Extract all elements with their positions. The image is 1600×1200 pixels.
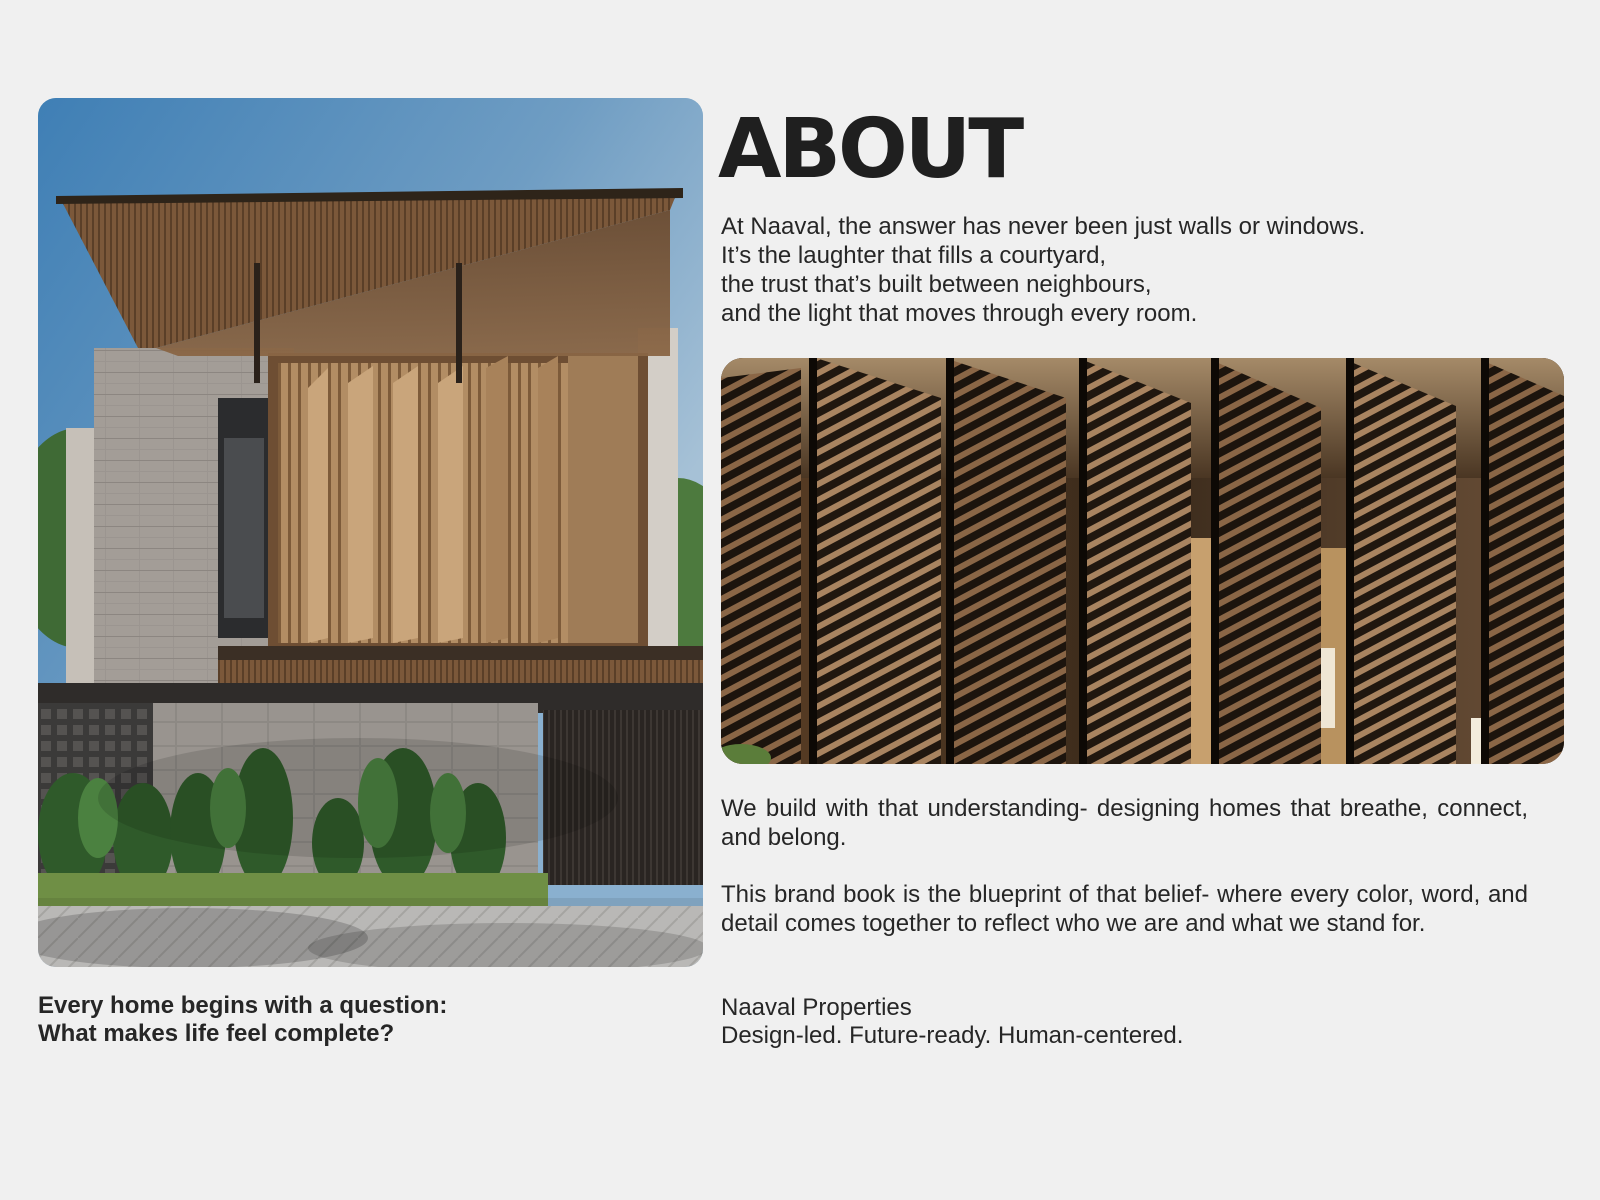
- company-tagline: Design-led. Future-ready. Human-centered.: [721, 1022, 1184, 1049]
- caption-line-1: Every home begins with a question:: [38, 992, 448, 1019]
- intro-line-1: At Naaval, the answer has never been just walls or windows.: [721, 213, 1366, 240]
- timber-louvre-illustration: [721, 358, 1564, 764]
- paragraph-brand-book: This brand book is the blueprint of that belief- where every color, word, and detail comes together to reflect who we are and what we stand for.: [721, 881, 1528, 937]
- caption-line-2: What makes life feel complete?: [38, 1020, 395, 1047]
- intro-line-4: and the light that moves through every room.: [721, 300, 1198, 327]
- timber-louvre-image: [721, 358, 1564, 764]
- page-title: ABOUT: [718, 102, 1022, 197]
- paragraph-understanding: We build with that understanding- designing homes that breathe, connect, and belong.: [721, 795, 1528, 851]
- house-facade-illustration: [38, 98, 703, 967]
- caption: [38, 992, 678, 1048]
- company-name: Naaval Properties: [721, 994, 912, 1021]
- intro-text: [721, 212, 1581, 328]
- intro-line-3: the trust that’s built between neighbours,: [721, 271, 1152, 298]
- house-facade-image: [38, 98, 703, 967]
- signoff: [721, 994, 1183, 1050]
- intro-line-2: It’s the laughter that fills a courtyard,: [721, 242, 1107, 269]
